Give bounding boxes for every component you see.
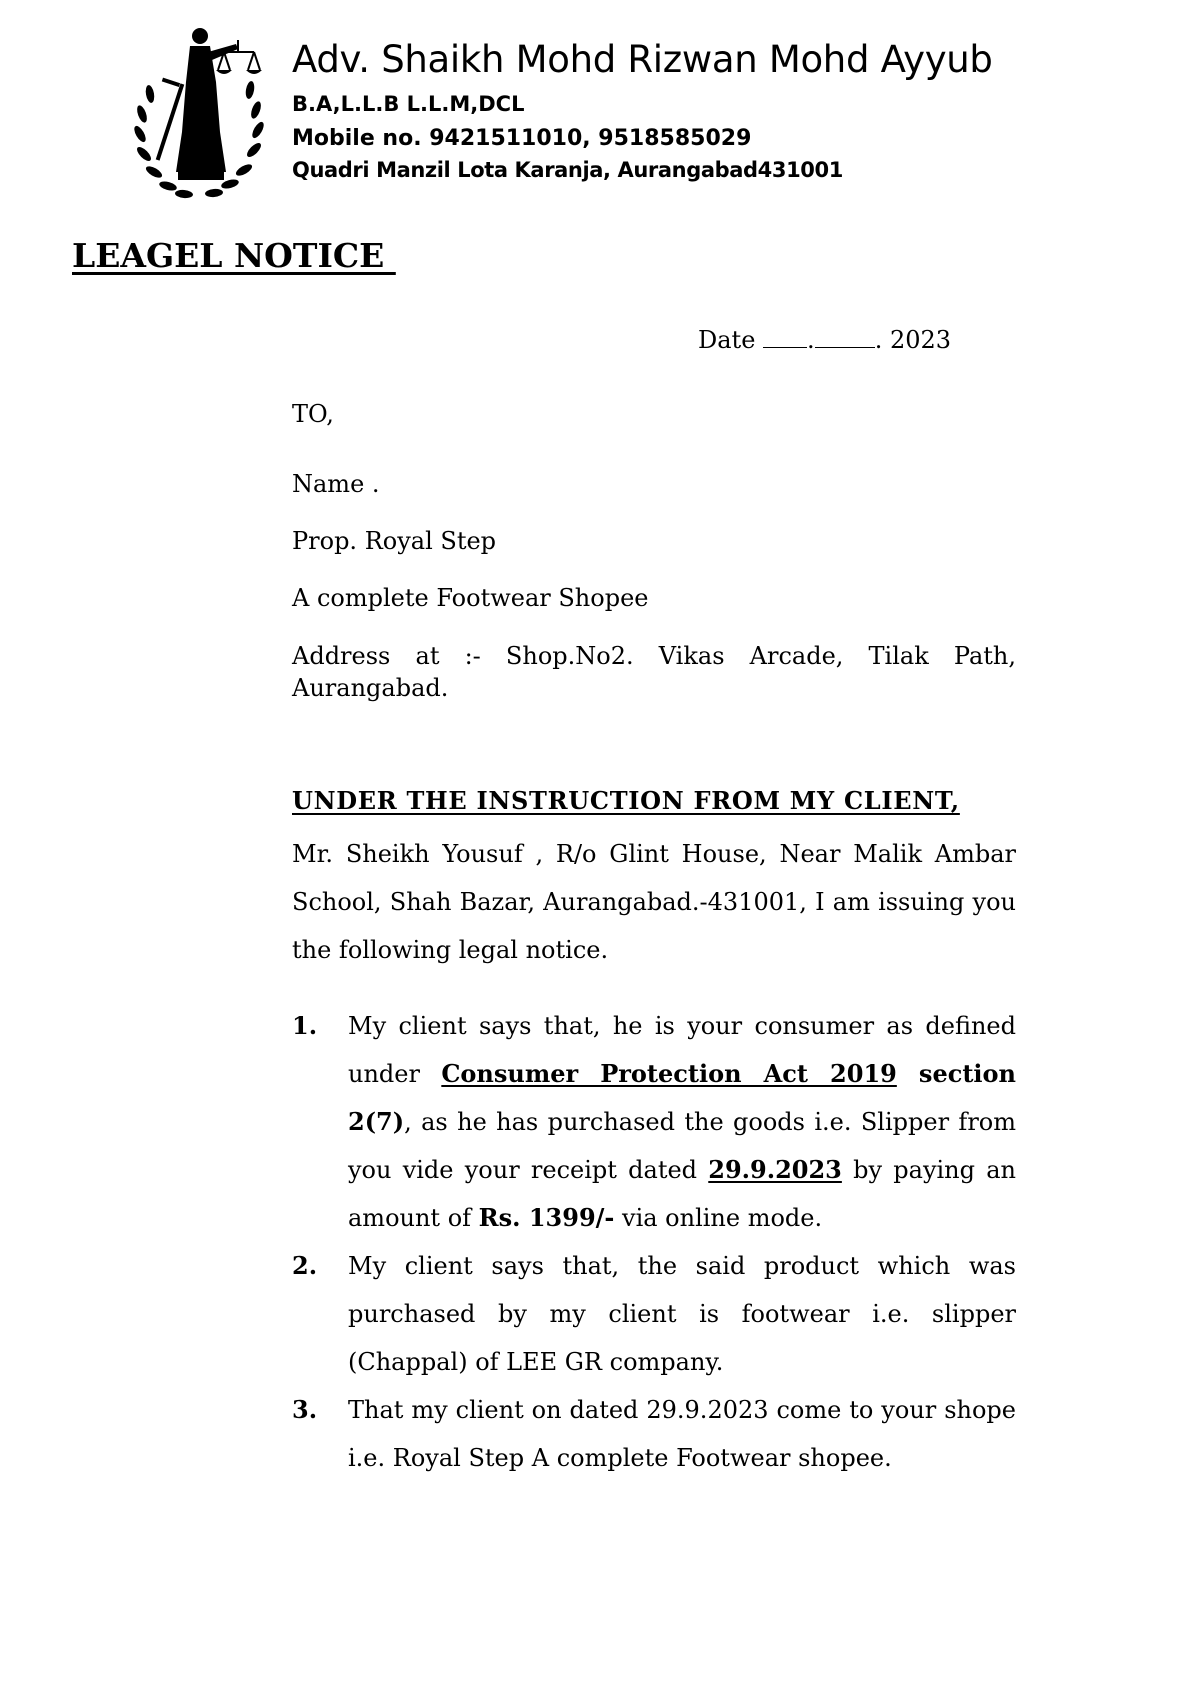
notice-points bbox=[292, 1002, 1016, 1482]
lady-justice-icon bbox=[132, 22, 272, 202]
point-text: , as he has purchased the goods i.e. Slipper from you vide your receipt dated bbox=[348, 1108, 1016, 1184]
date-label: Date bbox=[698, 326, 756, 354]
point-number: 1. bbox=[292, 1011, 318, 1040]
list-item bbox=[292, 1002, 1016, 1242]
amount: Rs. 1399/- bbox=[478, 1203, 615, 1232]
advocate-mobile: Mobile no. 9421511010, 9518585029 bbox=[292, 126, 752, 151]
date-year: . 2023 bbox=[874, 326, 952, 354]
list-item bbox=[292, 1386, 1016, 1482]
point-number: 2. bbox=[292, 1251, 318, 1280]
recipient-shop: A complete Footwear Shopee bbox=[292, 584, 649, 612]
act-reference: Consumer Protection Act 2019 bbox=[441, 1059, 897, 1088]
recipient-address: Address at :- Shop.No2. Vikas Arcade, Tilak Path, Aurangabad. bbox=[292, 642, 1016, 702]
point-text: via online mode. bbox=[614, 1204, 823, 1232]
date-line: Date . . 2023 bbox=[698, 326, 952, 354]
advocate-qualifications: B.A,L.L.B L.L.M,DCL bbox=[292, 92, 525, 116]
advocate-address: Quadri Manzil Lota Karanja, Aurangabad431001 bbox=[292, 158, 843, 182]
section-reference: section 2(7) bbox=[348, 1059, 1016, 1136]
receipt-date: 29.9.2023 bbox=[708, 1155, 842, 1184]
recipient-name: Name . bbox=[292, 470, 380, 498]
date-month-blank bbox=[815, 327, 875, 348]
point-text: That my client on dated 29.9.2023 come to your shope i.e. Royal Step A complete Footwear shopee. bbox=[348, 1396, 1016, 1472]
point-text: My client says that, he is your consumer as defined under bbox=[348, 1012, 1016, 1088]
advocate-name: Adv. Shaikh Mohd Rizwan Mohd Ayyub bbox=[292, 38, 993, 81]
notice-title: LEAGEL NOTICE bbox=[72, 236, 396, 275]
point-text: My client says that, the said product which was purchased by my client is footwear i.e. slipper (Chappal) of LEE GR company. bbox=[348, 1252, 1016, 1376]
date-day-blank bbox=[763, 327, 807, 348]
recipient-salutation: TO, bbox=[292, 400, 334, 428]
intro-paragraph: Mr. Sheikh Yousuf , R/o Glint House, Near Malik Ambar School, Shah Bazar, Aurangabad.-431001, I am issuing you the following legal notice. bbox=[292, 840, 1016, 964]
point-text: by paying an amount of bbox=[348, 1156, 1016, 1232]
instruction-heading: UNDER THE INSTRUCTION FROM MY CLIENT, bbox=[292, 786, 960, 815]
point-number: 3. bbox=[292, 1395, 318, 1424]
list-item bbox=[292, 1242, 1016, 1386]
recipient-prop: Prop. Royal Step bbox=[292, 527, 497, 555]
